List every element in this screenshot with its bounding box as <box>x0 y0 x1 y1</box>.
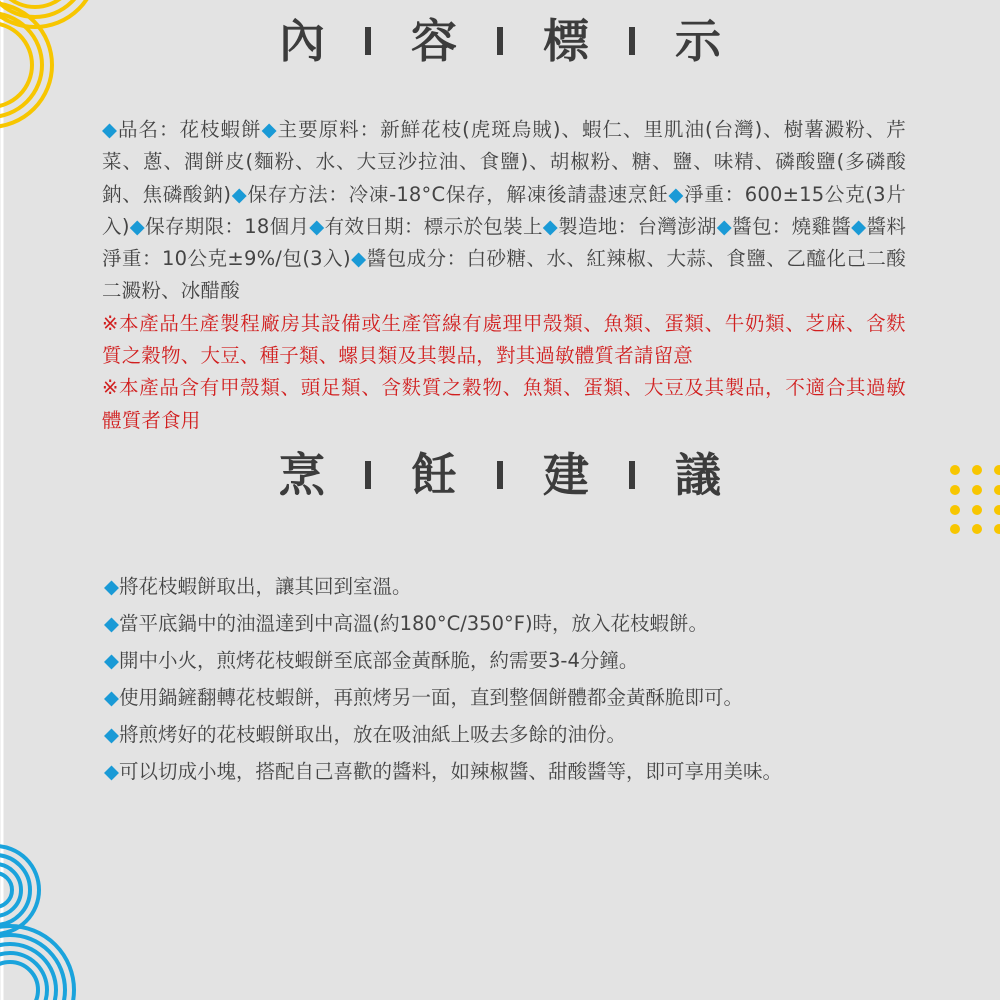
heading-separator <box>629 27 635 55</box>
heading-char: 議 <box>675 448 721 502</box>
list-item <box>104 605 904 642</box>
diamond-bullet-icon: ◆ <box>851 214 867 238</box>
origin: 製造地：台灣澎湖 <box>558 214 717 238</box>
step-text: 當平底鍋中的油溫達到中高溫(約180°C/350°F)時，放入花枝蝦餅。 <box>119 612 709 635</box>
diamond-bullet-icon: ◆ <box>104 686 119 709</box>
step-text: 將煎烤好的花枝蝦餅取出，放在吸油紙上吸去多餘的油份。 <box>119 723 627 746</box>
sauce-ingredients: 醬包成分：白砂糖、水、紅辣椒、大蒜、食鹽、乙醯化己二酸二澱粉、冰醋酸 <box>102 247 907 303</box>
allergen-warning-contents: ※本產品含有甲殼類、頭足類、含麩質之穀物、魚類、蛋類、大豆及其製品，不適合其過敏體質者食用 <box>102 376 906 432</box>
step-text: 開中小火，煎烤花枝蝦餅至底部金黃酥脆，約需要3-4分鐘。 <box>119 649 639 672</box>
step-text: 可以切成小塊，搭配自己喜歡的醬料，如辣椒醬、甜酸醬等，即可享用美味。 <box>119 760 783 783</box>
heading-char: 示 <box>675 14 721 68</box>
net-weight: 淨重：600±15公克(3片入) <box>102 182 907 238</box>
sauce-net-weight: 醬料淨重：10公克±9%/包(3入) <box>102 214 907 271</box>
diamond-bullet-icon: ◆ <box>716 214 733 238</box>
cooking-steps-list <box>104 568 904 790</box>
diamond-bullet-icon: ◆ <box>104 649 119 672</box>
list-item <box>104 753 904 790</box>
label-info-paragraph <box>102 114 906 437</box>
heading-char: 建 <box>543 448 589 502</box>
content-label-heading <box>0 14 1000 68</box>
list-item <box>104 679 904 716</box>
heading-separator <box>365 27 371 55</box>
heading-char: 飪 <box>411 448 457 502</box>
step-text: 使用鍋鏟翻轉花枝蝦餅，再煎烤另一面，直到整個餅體都金黃酥脆即可。 <box>119 686 744 709</box>
diamond-bullet-icon: ◆ <box>350 247 367 271</box>
diamond-bullet-icon: ◆ <box>104 760 119 783</box>
heading-char: 標 <box>543 14 589 68</box>
diamond-bullet-icon: ◆ <box>261 118 278 141</box>
heading-separator <box>497 461 503 489</box>
allergen-warning-facility: ※本產品生產製程廠房其設備或生產管線有處理甲殼類、魚類、蛋類、牛奶類、芝麻、含麩質之穀物、大豆、種子類、螺貝類及其製品，對其過敏體質者請留意 <box>102 311 906 368</box>
list-item <box>104 642 904 679</box>
diamond-bullet-icon: ◆ <box>231 182 248 206</box>
heading-char: 內 <box>279 14 325 68</box>
heading-char: 烹 <box>279 448 325 502</box>
diamond-bullet-icon: ◆ <box>668 182 685 206</box>
diamond-bullet-icon: ◆ <box>104 575 119 598</box>
heading-separator <box>365 461 371 489</box>
product-name: 品名：花枝蝦餅 <box>118 118 262 141</box>
diamond-bullet-icon: ◆ <box>104 723 119 746</box>
heading-separator <box>497 27 503 55</box>
cooking-tips-heading <box>0 448 1000 502</box>
expiry-date: 有效日期：標示於包裝上 <box>324 214 543 238</box>
diamond-bullet-icon: ◆ <box>104 612 119 635</box>
diamond-bullet-icon: ◆ <box>129 214 146 238</box>
list-item <box>104 568 904 605</box>
step-text: 將花枝蝦餅取出，讓其回到室溫。 <box>119 575 412 598</box>
storage-method: 保存方法：冷凍-18°C保存，解凍後請盡速烹飪 <box>247 182 669 206</box>
shelf-life: 保存期限：18個月 <box>145 214 310 238</box>
heading-char: 容 <box>411 14 457 68</box>
diamond-bullet-icon: ◆ <box>102 118 119 141</box>
heading-separator <box>629 461 635 489</box>
blue-circles-decoration <box>0 846 74 1000</box>
ingredients: 主要原料：新鮮花枝(虎斑烏賊)、蝦仁、里肌油(台灣)、樹薯澱粉、芹菜、蔥、潤餅皮(麵粉、水、大豆沙拉油、食鹽)、胡椒粉、糖、鹽、味精、磷酸鹽(多磷酸鈉、焦磷酸鈉) <box>102 118 907 206</box>
diamond-bullet-icon: ◆ <box>542 214 559 238</box>
diamond-bullet-icon: ◆ <box>309 214 325 238</box>
sauce-packet: 醬包：燒雞醬 <box>732 214 852 238</box>
list-item <box>104 716 904 753</box>
